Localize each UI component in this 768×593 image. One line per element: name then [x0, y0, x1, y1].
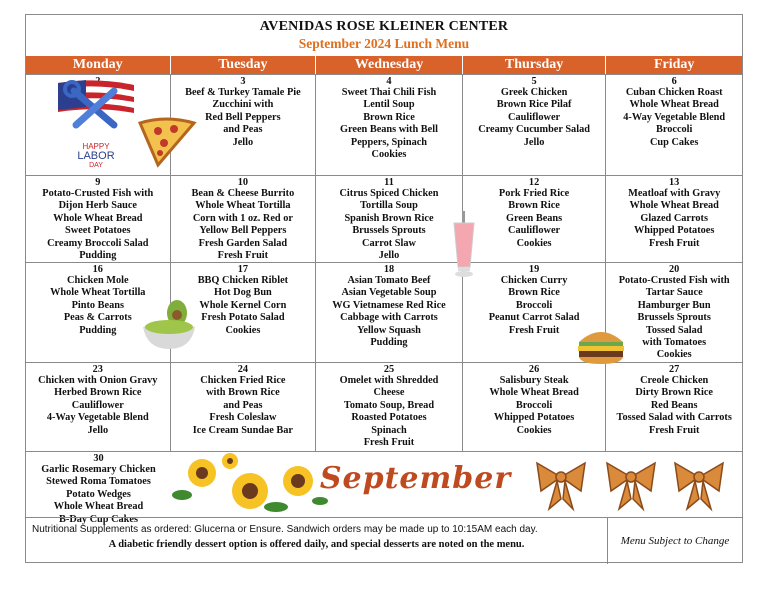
meal-item: Lentil Soup: [363, 99, 415, 111]
day-number: 23: [92, 364, 103, 375]
meal-item: Peanut Carrot Salad: [488, 312, 580, 324]
day-cell-friday: [606, 176, 742, 262]
day-cell-monday: [26, 176, 171, 262]
day-cell-friday: [606, 363, 742, 451]
meal-item: Fresh Fruit: [648, 237, 700, 249]
meal-item: Greek Chicken: [500, 87, 568, 98]
meal-item: Beef & Turkey Tamale Pie: [185, 87, 301, 98]
meal-item: Potato-Crusted Fish with: [42, 188, 154, 199]
meal-item: Omelet with Shredded: [339, 375, 439, 386]
week-row: [26, 362, 742, 451]
meal-item: BBQ Chicken Riblet: [197, 275, 289, 286]
weekday-friday: Friday: [606, 56, 742, 74]
meal-item: Corn with 1 oz. Red or: [192, 212, 293, 224]
meal-items: [316, 188, 462, 262]
meal-item: Pinto Beans: [71, 299, 124, 311]
meal-item: Chicken with Onion Gravy: [38, 375, 158, 386]
day-cell-tuesday: [171, 176, 317, 262]
meal-item: with Brown Rice: [206, 387, 280, 399]
meal-item: Stewed Roma Tomatoes: [46, 476, 151, 488]
meal-item: Cup Cakes: [650, 136, 699, 148]
meal-item: and Peas: [223, 124, 263, 136]
meal-item: Spinach: [371, 424, 407, 436]
meal-item: Chicken Curry: [500, 275, 568, 286]
center-name: AVENIDAS ROSE KLEINER CENTER: [259, 19, 509, 34]
meal-item: Whole Wheat Bread: [629, 200, 719, 212]
meal-item: Creamy Broccoli Salad: [47, 237, 149, 249]
day-number: 13: [669, 177, 680, 188]
meal-item: Cauliflower: [71, 399, 124, 411]
meal-item: Hamburger Bun: [637, 299, 711, 311]
meal-item: Salisbury Steak: [499, 375, 569, 386]
meal-item: Spanish Brown Rice: [344, 212, 434, 224]
meal-item: Whole Wheat Bread: [489, 387, 579, 399]
menu-footer: [26, 517, 742, 564]
meal-items: [316, 375, 462, 449]
meal-item: Citrus Spiced Chicken: [339, 188, 439, 199]
meal-items: [606, 375, 742, 437]
day-number: 11: [384, 177, 394, 188]
guacamole-bowl-icon: [139, 299, 199, 351]
meal-item: Roasted Potatoes: [351, 412, 427, 424]
meal-item: Fresh Coleslaw: [209, 412, 277, 424]
meal-items: [463, 87, 606, 149]
meal-item: Sweet Thai Chili Fish: [341, 87, 437, 98]
meal-item: Green Beans with Bell: [340, 124, 438, 136]
weekday-monday: Monday: [26, 56, 171, 74]
meal-item: Fresh Garden Salad: [198, 237, 288, 249]
meal-item: Whole Wheat Tortilla: [195, 200, 291, 212]
meal-item: Whole Wheat Bread: [53, 212, 143, 224]
meal-item: Zucchini with: [212, 99, 274, 111]
meal-item: Green Beans: [506, 212, 563, 224]
meal-item: Tortilla Soup: [360, 200, 418, 212]
subject-to-change-note: Menu Subject to Change: [620, 535, 730, 547]
meal-item: Tossed Salad with Carrots: [616, 412, 732, 424]
meal-item: Yellow Squash: [357, 324, 421, 336]
week-row: [26, 262, 742, 362]
meal-item: Brown Rice: [363, 111, 415, 123]
meal-item: Potato Wedges: [66, 488, 131, 500]
meal-item: Brussels Sprouts: [352, 225, 426, 237]
day-number: 18: [383, 264, 395, 275]
meal-item: Jello: [232, 136, 254, 148]
meal-item: Ice Cream Sundae Bar: [192, 424, 293, 436]
day-cell-wednesday: [316, 176, 463, 262]
meal-items: [316, 275, 462, 349]
meal-items: [171, 375, 316, 437]
meal-item: Cookies: [656, 349, 692, 361]
meal-item: Broccoli: [515, 399, 553, 411]
day-cell-monday: [26, 452, 171, 525]
meal-items: [606, 87, 742, 149]
day-number: 3: [240, 76, 246, 87]
plaid-bows-icon: [531, 453, 731, 513]
weekday-tuesday: Tuesday: [171, 56, 317, 74]
day-number: 17: [237, 264, 249, 275]
meal-item: Dirty Brown Rice: [635, 387, 713, 399]
meal-item: Cookies: [225, 324, 261, 336]
day-number: 12: [528, 177, 540, 188]
meal-item: Cookies: [516, 424, 552, 436]
menu-title: September 2024 Lunch Menu: [298, 36, 470, 51]
day-number: 26: [528, 364, 540, 375]
day-cell-wednesday: [316, 263, 463, 362]
labor-day-labor: LABOR: [77, 150, 115, 162]
meal-item: Fresh Fruit: [508, 324, 560, 336]
meal-item: Fresh Fruit: [217, 250, 269, 262]
meal-item: Brown Rice Pilaf: [496, 99, 572, 111]
meal-item: and Peas: [223, 399, 263, 411]
weekday-thursday: Thursday: [463, 56, 607, 74]
meal-item: Brussels Sprouts: [637, 312, 711, 324]
meal-item: Tossed Salad: [645, 324, 703, 336]
meal-item: Whole Kernel Corn: [199, 299, 287, 311]
day-cell-wednesday: [316, 75, 463, 175]
september-banner: [318, 461, 513, 505]
meal-item: Tomato Soup, Bread: [343, 399, 435, 411]
day-number: 24: [237, 364, 249, 375]
weekday-wednesday: Wednesday: [316, 56, 463, 74]
day-cell-wednesday: [316, 363, 463, 451]
weekday-header-row: [26, 56, 742, 74]
meal-items: [316, 87, 462, 161]
meal-item: Tartar Sauce: [645, 287, 703, 299]
day-cell-monday: [26, 363, 171, 451]
meal-item: Pudding: [79, 324, 117, 336]
meal-item: Pudding: [79, 250, 117, 262]
day-cell-thursday: [463, 363, 607, 451]
sunflowers-icon: [172, 451, 328, 515]
meal-item: 4-Way Vegetable Blend: [623, 111, 726, 123]
hamburger-icon: [575, 322, 627, 366]
supplements-note: Nutritional Supplements as ordered: Glucerna or Ensure. Sandwich orders may be made up to 10:15AM each day.: [32, 524, 538, 535]
day-cell-thursday: [463, 176, 607, 262]
meal-item: Fresh Fruit: [648, 424, 700, 436]
meal-item: Cheese: [373, 387, 405, 399]
meal-item: with Tomatoes: [642, 337, 707, 349]
meal-item: Red Beans: [650, 399, 698, 411]
meal-item: Cookies: [371, 149, 407, 161]
day-number: 4: [386, 76, 392, 87]
meal-item: Cuban Chicken Roast: [625, 87, 723, 98]
meal-item: Bean & Cheese Burrito: [191, 188, 295, 199]
meal-item: 4-Way Vegetable Blend: [46, 412, 149, 424]
meal-items: [463, 188, 606, 250]
meal-item: Creole Chicken: [640, 375, 709, 386]
lunch-menu-calendar: [25, 14, 743, 563]
meal-item: Cabbage with Carrots: [340, 312, 438, 324]
day-number: 16: [92, 264, 103, 275]
meal-item: Asian Tomato Beef: [347, 275, 431, 286]
meal-item: Yellow Bell Peppers: [199, 225, 287, 237]
meal-items: [26, 375, 170, 437]
meal-item: Dijon Herb Sauce: [58, 200, 137, 212]
day-number: 19: [528, 264, 540, 275]
meal-item: Peppers, Spinach: [350, 136, 428, 148]
day-number: 20: [669, 264, 680, 275]
meal-item: Jello: [378, 250, 400, 262]
meal-item: Cauliflower: [508, 111, 561, 123]
meal-item: Pudding: [370, 337, 408, 349]
meal-item: Fresh Potato Salad: [201, 312, 285, 324]
meal-item: Sweet Potatoes: [65, 225, 131, 237]
labor-day-flag-icon: [56, 77, 136, 167]
meal-item: Whipped Potatoes: [493, 412, 575, 424]
day-number: 5: [531, 76, 537, 87]
meal-item: Fresh Fruit: [363, 437, 415, 449]
day-number: 6: [671, 76, 677, 87]
meal-item: Creamy Cucumber Salad: [478, 124, 590, 136]
day-cell-friday: [606, 75, 742, 175]
week-row: [26, 175, 742, 262]
meal-item: Carrot Slaw: [362, 237, 416, 249]
meal-items: [171, 188, 316, 262]
dessert-note: A diabetic friendly dessert option is offered daily, and special desserts are noted on the menu.: [108, 539, 525, 550]
meal-item: Potato-Crusted Fish with: [618, 275, 730, 286]
meal-item: Jello: [523, 136, 545, 148]
menu-header: [26, 15, 742, 56]
meal-item: Chicken Mole: [67, 275, 129, 286]
milkshake-icon: [451, 211, 477, 277]
day-number: 9: [95, 177, 101, 188]
meal-item: Chicken Fried Rice: [200, 375, 286, 386]
meal-item: Glazed Carrots: [640, 212, 708, 224]
meal-item: Broccoli: [515, 299, 553, 311]
meal-item: Whole Wheat Bread: [629, 99, 719, 111]
meal-item: Pork Fried Rice: [498, 188, 570, 199]
day-number: 27: [669, 364, 680, 375]
meal-item: Meatloaf with Gravy: [628, 188, 721, 199]
meal-items: [606, 188, 742, 250]
meal-item: Peas & Carrots: [63, 312, 132, 324]
meal-item: Whipped Potatoes: [633, 225, 715, 237]
meal-item: B-Day Cup Cakes: [59, 513, 138, 525]
day-cell-thursday: [463, 75, 607, 175]
meal-item: Brown Rice: [508, 200, 560, 212]
footer-notes: [26, 518, 608, 564]
meal-items: [463, 375, 606, 437]
meal-item: Herbed Brown Rice: [54, 387, 142, 399]
september-banner-text: September: [319, 461, 512, 496]
day-number: 10: [237, 177, 249, 188]
labor-day-day: DAY: [89, 162, 103, 169]
meal-items: [26, 188, 170, 262]
labor-day-happy: HAPPY: [82, 142, 110, 151]
meal-item: Whole Wheat Bread: [53, 501, 144, 513]
meal-item: Jello: [87, 424, 109, 436]
pizza-slice-icon: [136, 115, 198, 167]
meal-item: Brown Rice: [508, 287, 560, 299]
meal-item: Cookies: [516, 237, 552, 249]
day-cell-tuesday: [171, 363, 317, 451]
meal-item: Whole Wheat Tortilla: [50, 287, 146, 299]
day-number: 30: [93, 453, 104, 464]
meal-item: Hot Dog Bun: [213, 287, 272, 299]
meal-item: WG Vietnamese Red Rice: [332, 299, 446, 311]
meal-item: Garlic Rosemary Chicken: [41, 464, 156, 475]
meal-item: Cauliflower: [508, 225, 561, 237]
meal-item: Asian Vegetable Soup: [341, 287, 437, 299]
meal-item: Red Bell Peppers: [205, 111, 281, 123]
day-number: 25: [383, 364, 395, 375]
meal-item: Broccoli: [655, 124, 693, 136]
